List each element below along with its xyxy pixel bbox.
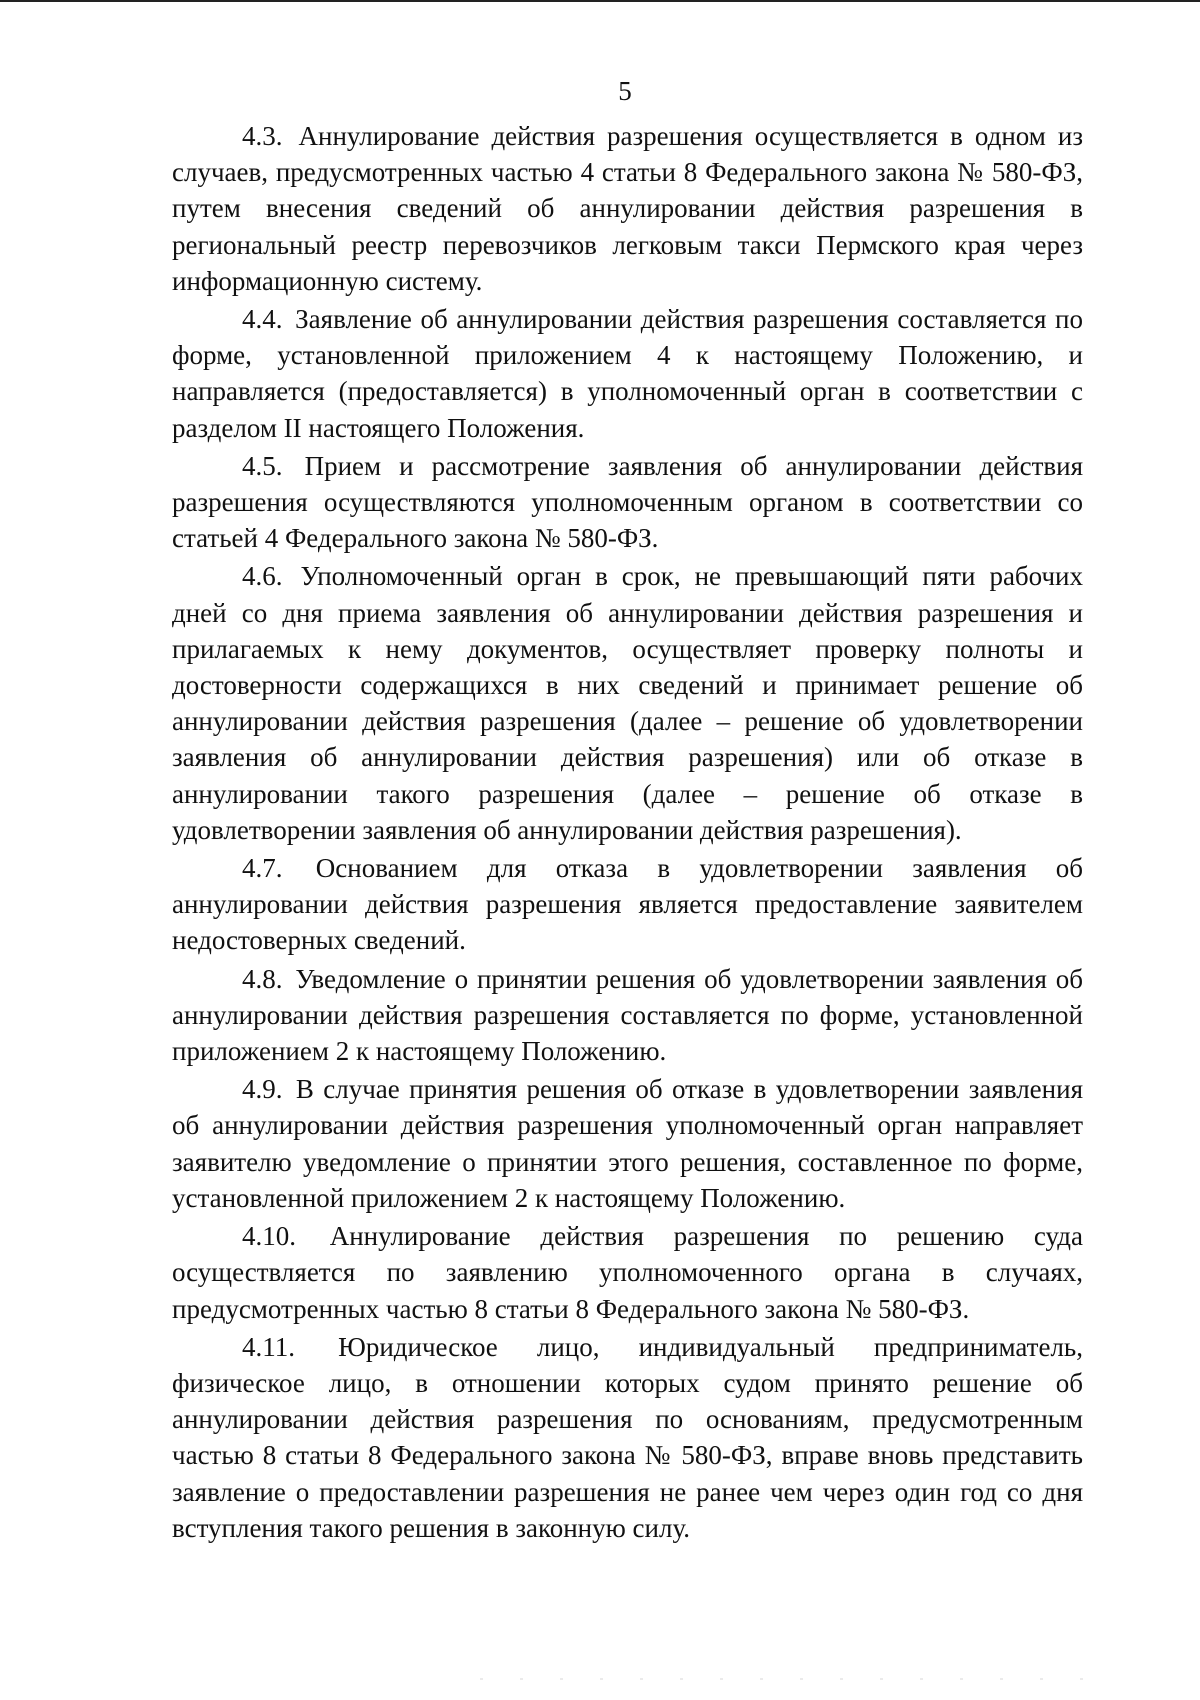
paragraph-text: Уполномоченный орган в срок, не превышающий пяти рабочих дней со дня приема заявления об аннулировании действия разрешения и прилагаемых к нему документов, осуществляет проверку полноты и достоверности содержащихся в них сведений и принимает решение об аннулировании действия разрешения (далее – решение об удовлетворении заявления об аннулировании действия разрешения) или об отказе в аннулировании такого разрешения (далее – решение об отказе в удовлетворении заявления об аннулировании действия разрешения). [172, 561, 1084, 845]
paragraph-number: 4.8. [242, 963, 283, 994]
paragraph-number: 4.10. [242, 1221, 296, 1252]
paragraph-number: 4.6. [242, 561, 283, 592]
paragraph-4-8 [172, 961, 1083, 1070]
paragraph-number: 4.5. [242, 450, 283, 481]
paragraph-4-6 [172, 558, 1083, 848]
paragraph-4-7 [172, 850, 1083, 959]
paragraph-4-4 [172, 301, 1083, 446]
paragraph-4-5 [172, 448, 1083, 557]
scan-artifact [480, 1678, 1100, 1680]
paragraph-text: Прием и рассмотрение заявления об аннулировании действия разрешения осуществляются уполномоченным органом в соответствии со статьей 4 Федерального закона № 580-ФЗ. [172, 450, 1084, 554]
paragraph-text: В случае принятия решения об отказе в удовлетворении заявления об аннулировании действия разрешения уполномоченный орган направляет заявителю уведомление о принятии этого решения, составленное по форме, установленной приложением 2 к настоящему Положению. [172, 1074, 1083, 1213]
paragraph-number: 4.4. [242, 304, 283, 335]
paragraph-number: 4.3. [242, 121, 283, 151]
paragraph-4-11 [172, 1329, 1083, 1546]
paragraph-text: Заявление об аннулировании действия разрешения составляется по форме, установленной приложением 4 к настоящему Положению, и направляется (предоставляется) в уполномоченный орган в соответствии с разделом II настоящего Положения. [172, 304, 1083, 443]
paragraph-text: Аннулирование действия разрешения осуществляется в одном из случаев, предусмотренных частью 4 статьи 8 Федерального закона № 580-ФЗ, путем внесения сведений об аннулировании действия разрешения в региональный реестр перевозчиков легковым такси Пермского края через информационную систему. [172, 121, 1084, 296]
page-top-border [0, 0, 1200, 2]
paragraph-text: Аннулирование действия разрешения по решению суда осуществляется по заявлению уполномоченного органа в случаях, предусмотренных частью 8 статьи 8 Федерального закона № 580-ФЗ. [172, 1221, 1083, 1324]
paragraph-4-10 [172, 1218, 1083, 1327]
paragraph-number: 4.9. [242, 1074, 283, 1105]
paragraph-4-9 [172, 1071, 1083, 1216]
paragraph-number: 4.7. [242, 853, 283, 884]
document-body [172, 118, 1083, 1548]
page-number: 5 [618, 76, 632, 106]
paragraph-4-3 [172, 118, 1083, 299]
paragraph-text: Юридическое лицо, индивидуальный предприниматель, физическое лицо, в отношении которых судом принято решение об аннулировании действия разрешения по основаниям, предусмотренным частью 8 статьи 8 Федерального закона № 580-ФЗ, вправе вновь представить заявление о предоставлении разрешения не ранее чем через один год со дня вступления такого решения в законную силу. [172, 1331, 1083, 1543]
paragraph-text: Уведомление о принятии решения об удовлетворении заявления об аннулировании действия разрешения составляется по форме, установленной приложением 2 к настоящему Положению. [172, 963, 1083, 1067]
paragraph-text: Основанием для отказа в удовлетворении заявления об аннулировании действия разрешения является предоставление заявителем недостоверных сведений. [172, 853, 1084, 956]
paragraph-number: 4.11. [242, 1331, 295, 1362]
